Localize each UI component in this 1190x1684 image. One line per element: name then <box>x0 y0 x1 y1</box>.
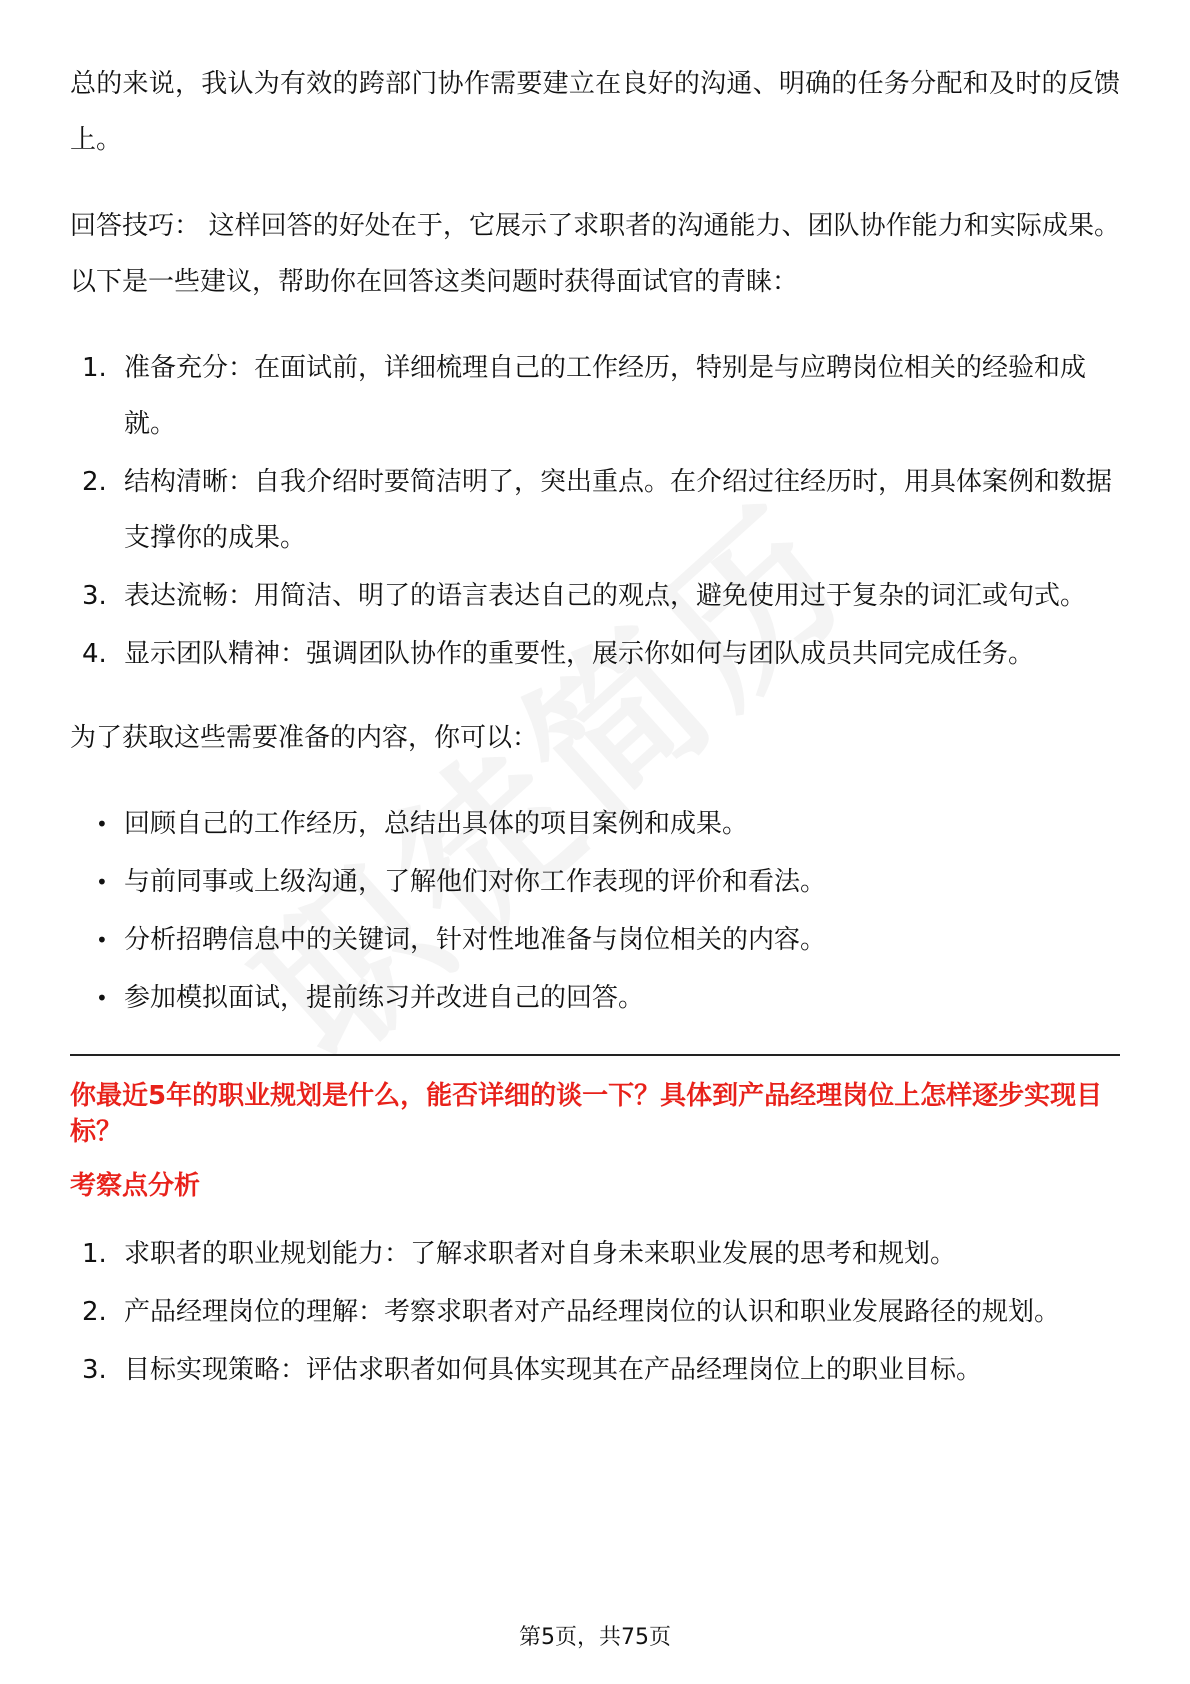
list-item <box>70 854 1120 910</box>
page-content <box>70 56 1120 1426</box>
list-number: 2. <box>82 467 107 497</box>
bullet-icon: • <box>96 986 108 1010</box>
bullet-icon: • <box>96 928 108 952</box>
list-text: 参加模拟面试，提前练习并改进自己的回答。 <box>124 983 645 1013</box>
list-number: 1. <box>82 1239 107 1269</box>
list-item <box>70 912 1120 968</box>
list-text: 结构清晰：自我介绍时要简洁明了，突出重点。在介绍过往经历时，用具体案例和数据支撑你的成果。 <box>124 467 1113 553</box>
list-text: 与前同事或上级沟通，了解他们对你工作表现的评价和看法。 <box>124 867 827 897</box>
list-item <box>70 1226 1120 1282</box>
list-item <box>70 796 1120 852</box>
prep-list <box>70 796 1120 1026</box>
tips-list <box>70 340 1120 682</box>
bullet-icon: • <box>96 812 108 836</box>
list-item <box>70 568 1120 624</box>
list-item <box>70 970 1120 1026</box>
list-text: 准备充分：在面试前，详细梳理自己的工作经历，特别是与应聘岗位相关的经验和成就。 <box>124 353 1087 439</box>
list-text: 产品经理岗位的理解：考察求职者对产品经理岗位的认识和职业发展路径的规划。 <box>124 1297 1061 1327</box>
list-text: 回顾自己的工作经历，总结出具体的项目案例和成果。 <box>124 809 749 839</box>
list-number: 3. <box>82 1355 107 1385</box>
list-text: 求职者的职业规划能力：了解求职者对自身未来职业发展的思考和规划。 <box>124 1239 957 1269</box>
page-number: 第5页，共75页 <box>519 1625 671 1650</box>
list-text: 目标实现策略：评估求职者如何具体实现其在产品经理岗位上的职业目标。 <box>124 1355 983 1385</box>
section-divider <box>70 1054 1120 1056</box>
list-text: 分析招聘信息中的关键词，针对性地准备与岗位相关的内容。 <box>124 925 827 955</box>
list-number: 3. <box>82 581 107 611</box>
analysis-list <box>70 1226 1120 1398</box>
list-number: 2. <box>82 1297 107 1327</box>
list-item <box>70 340 1120 452</box>
bullet-icon: • <box>96 870 108 894</box>
list-item <box>70 626 1120 682</box>
list-text: 表达流畅：用简洁、明了的语言表达自己的观点，避免使用过于复杂的词汇或句式。 <box>124 581 1087 611</box>
question-heading: 你最近5年的职业规划是什么，能否详细的谈一下？具体到产品经理岗位上怎样逐步实现目标？ <box>70 1081 1103 1147</box>
list-item <box>70 454 1120 566</box>
list-item <box>70 1284 1120 1340</box>
analysis-heading: 考察点分析 <box>70 1171 201 1201</box>
list-text: 显示团队精神：强调团队协作的重要性，展示你如何与团队成员共同完成任务。 <box>124 639 1035 669</box>
list-item <box>70 1342 1120 1398</box>
list-number: 4. <box>82 639 107 669</box>
paragraph-summary: 总的来说，我认为有效的跨部门协作需要建立在良好的沟通、明确的任务分配和及时的反馈上。 <box>70 69 1120 155</box>
paragraph-prep-intro: 为了获取这些需要准备的内容，你可以： <box>70 723 539 753</box>
list-number: 1. <box>82 353 107 383</box>
paragraph-answer-tips: 回答技巧： 这样回答的好处在于，它展示了求职者的沟通能力、团队协作能力和实际成果。以下是一些建议，帮助你在回答这类问题时获得面试官的青睐： <box>70 211 1120 297</box>
